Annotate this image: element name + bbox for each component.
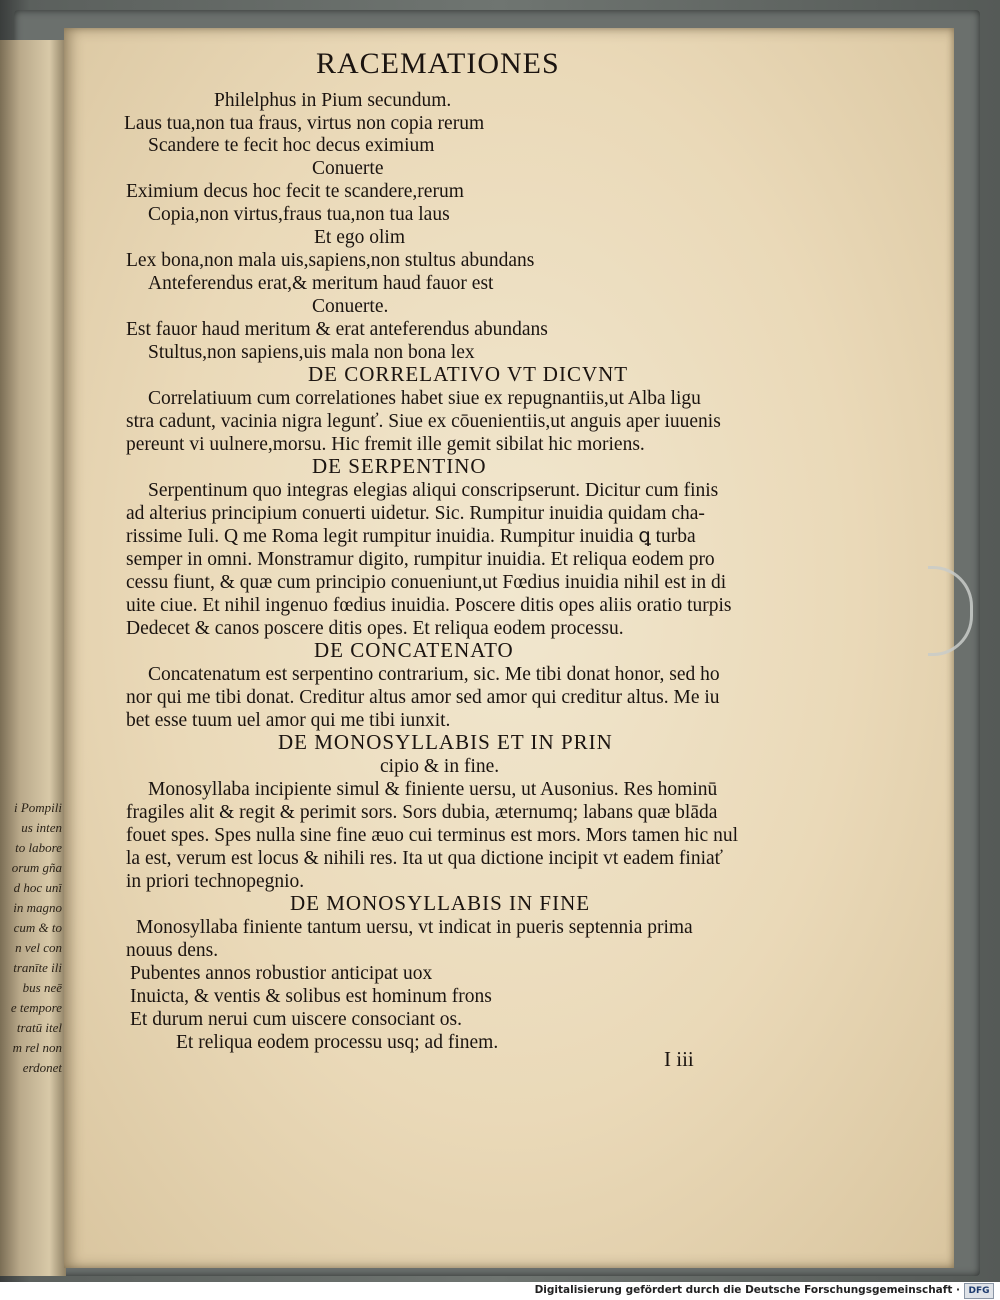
text-line: rissime Iuli. Q me Roma legit rumpitur inuidia. Rumpitur inuidia ꝗ turba: [126, 526, 696, 547]
printed-page: [64, 28, 954, 1268]
text-line: ad alterius principium conuerti uidetur. Sic. Rumpitur inuidia quidam cha-: [126, 503, 705, 524]
text-line: Et ego olim: [314, 227, 405, 248]
left-fragment: i Pompili: [13, 800, 62, 815]
left-fragment: erdonet: [22, 1060, 62, 1075]
section-heading: DE MONOSYLLABIS IN FINE: [290, 891, 591, 915]
text-line: cipio & in fine.: [380, 756, 500, 777]
text-line: Monosyllaba incipiente simul & finiente uersu, ut Ausonius. Res hominū: [148, 779, 718, 800]
text-line: in priori technopegnio.: [126, 871, 305, 892]
left-fragment: n vel con: [15, 940, 62, 955]
left-fragment: in magno: [13, 900, 62, 915]
text-line: Copia,non virtus,fraus tua,non tua laus: [148, 204, 450, 225]
left-fragment: e tempore: [10, 1000, 62, 1015]
section-heading: DE CORRELATIVO VT DICVNT: [308, 362, 629, 386]
text-line: Lex bona,non mala uis,sapiens,non stultus abundans: [126, 250, 535, 271]
text-line: Scandere te fecit hoc decus eximium: [148, 135, 435, 156]
text-line: fouet spes. Spes nulla sine fine æuo cui terminus est mors. Mors tamen hic nul: [126, 825, 738, 846]
footer-bar: [0, 1282, 1000, 1300]
left-fragment: tranīte ili: [13, 960, 62, 975]
text-line: Eximium decus hoc fecit te scandere,rerum: [126, 181, 464, 202]
left-page-fragments: [4, 798, 62, 1078]
text-line: Philelphus in Pium secundum.: [214, 90, 452, 111]
text-line: semper in omni. Monstramur digito, rumpitur inuidia. Et reliqua eodem pro: [126, 549, 715, 570]
page-text: [64, 28, 954, 1268]
text-line: fragiles alit & regit & perimit sors. Sors dubia, æternumq; labans quæ blāda: [126, 802, 718, 823]
folio-signature: I iii: [664, 1047, 694, 1071]
text-line: Et reliqua eodem processu usq; ad finem.: [176, 1032, 499, 1053]
text-line: Monosyllaba finiente tantum uersu, vt indicat in pueris septennia prima: [136, 917, 693, 938]
text-line: Stultus,non sapiens,uis mala non bona lex: [148, 342, 475, 363]
text-line: Conuerte.: [312, 296, 389, 317]
text-line: pereunt vi uulnere,morsu. Hic fremit ille gemit sibilat hic moriens.: [126, 434, 645, 455]
text-line: Est fauor haud meritum & erat anteferendus abundans: [126, 319, 548, 340]
text-line: stra cadunt, vacinia nigra legunť. Siue ex cōuenientiis,ut anguis aper iuuenis: [126, 411, 721, 432]
text-line: Conuerte: [312, 158, 384, 179]
left-fragment: to labore: [15, 840, 62, 855]
left-fragment: us inten: [21, 820, 62, 835]
left-fragment: d hoc unī: [13, 880, 62, 895]
section-heading: DE SERPENTINO: [312, 454, 487, 478]
left-fragment: orum gña: [11, 860, 62, 875]
text-line: Dedecet & canos poscere ditis opes. Et reliqua eodem processu.: [126, 618, 624, 639]
page-title: RACEMATIONES: [316, 47, 560, 80]
footer-credit: Digitalisierung gefördert durch die Deutsche Forschungsgemeinschaft ·: [534, 1284, 960, 1296]
text-line: nor qui me tibi donat. Creditur altus amor sed amor qui creditur altus. Me iu: [126, 687, 720, 708]
text-line: Anteferendus erat,& meritum haud fauor est: [148, 273, 494, 294]
text-line: Serpentinum quo integras elegias aliqui conscripserunt. Dicitur cum finis: [148, 480, 719, 501]
section-heading: DE MONOSYLLABIS ET IN PRIN: [278, 730, 613, 754]
text-line: uite ciue. Et nihil ingenuo fœdius inuidia. Poscere ditis opes aliis oratio turpis: [126, 595, 732, 616]
text-line: cessu fiunt, & quæ cum principio conueniunt,ut Fœdius inuidia nihil est in di: [126, 572, 727, 593]
text-line: la est, verum est locus & nihili res. Ita ut qua dictione incipit vt eadem finiať: [126, 848, 723, 869]
left-fragment: tratū itel: [16, 1020, 62, 1035]
left-page: [0, 40, 66, 1276]
text-line: Inuicta, & ventis & solibus est hominum frons: [130, 986, 492, 1007]
section-heading: DE CONCATENATO: [314, 638, 514, 662]
text-line: Et durum nerui cum uiscere consociant os.: [130, 1009, 462, 1030]
left-fragment: bus neē: [22, 980, 62, 995]
text-line: Correlatiuum cum correlationes habet siue ex repugnantiis,ut Alba ligu: [148, 388, 701, 409]
text-line: Concatenatum est serpentino contrarium, sic. Me tibi donat honor, sed ho: [148, 664, 720, 685]
text-line: Laus tua,non tua fraus, virtus non copia rerum: [124, 113, 485, 134]
text-line: bet esse tuum uel amor qui me tibi iunxit.: [126, 710, 451, 731]
text-line: Pubentes annos robustior anticipat uox: [130, 963, 433, 984]
left-fragment: cum & to: [13, 920, 62, 935]
text-line: nouus dens.: [126, 940, 219, 961]
left-fragment: m rel non: [12, 1040, 62, 1055]
dfg-logo-icon: DFG: [964, 1283, 994, 1299]
